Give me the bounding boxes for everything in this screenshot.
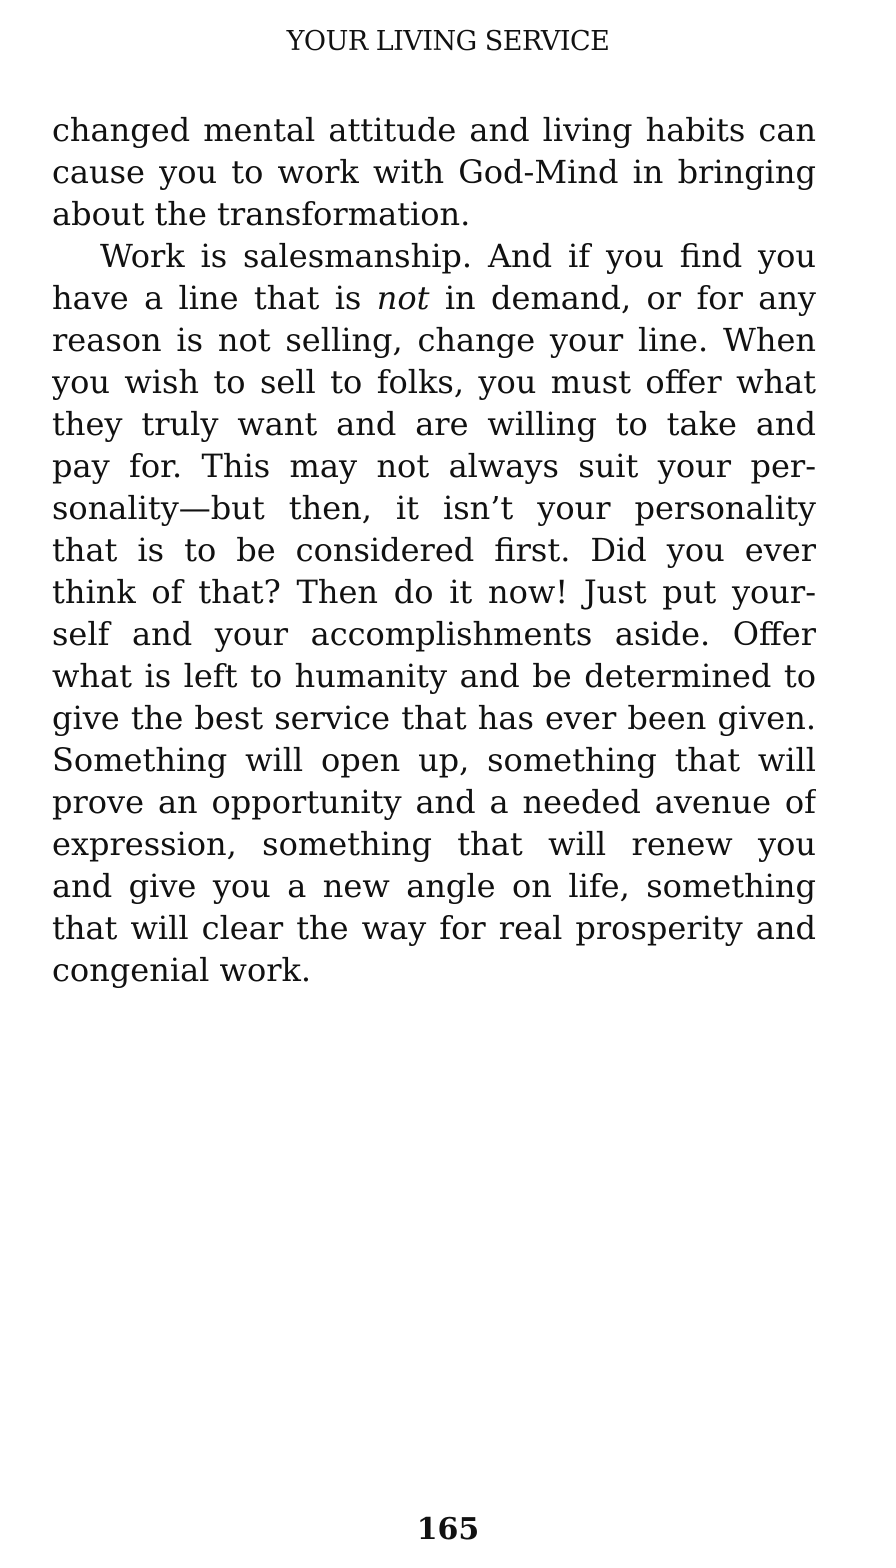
body-text xyxy=(52,109,816,991)
text-line: that will clear the way for real prosperity and xyxy=(52,909,816,947)
text-line: self and your accomplishments aside. Offer xyxy=(52,615,816,653)
text-line: they truly want and are willing to take and xyxy=(52,405,816,443)
text-line: cause you to work with God-Mind in bringing xyxy=(52,153,816,191)
text-line: and give you a new angle on life, something xyxy=(52,867,816,905)
paragraph-1 xyxy=(52,109,816,235)
text-line: Work is salesmanship. And if you find you xyxy=(100,237,816,275)
text-line: pay for. This may not always suit your per- xyxy=(52,447,816,485)
text-line: prove an opportunity and a needed avenue of xyxy=(52,783,816,821)
text-segment: have a line that is xyxy=(52,279,377,317)
text-line: give the best service that has ever been given. xyxy=(52,699,816,737)
text-line: about the transformation. xyxy=(52,195,471,233)
text-line: expression, something that will renew you xyxy=(52,825,816,863)
text-line: Something will open up, something that will xyxy=(52,741,816,779)
text-segment: in demand, or for any xyxy=(429,279,816,317)
text-line: think of that? Then do it now! Just put your- xyxy=(52,573,816,611)
text-line: congenial work. xyxy=(52,951,312,989)
page-number: 165 xyxy=(416,1512,480,1547)
text-line: what is left to humanity and be determined to xyxy=(52,657,816,695)
text-line: changed mental attitude and living habits can xyxy=(52,111,816,149)
text-line: sonality—but then, it isn’t your personality xyxy=(52,489,816,527)
emphasis-word: not xyxy=(376,279,430,317)
text-line: reason is not selling, change your line. When xyxy=(52,321,816,359)
text-line: that is to be considered first. Did you ever xyxy=(52,531,816,569)
paragraph-2 xyxy=(52,235,816,991)
text-line-with-emphasis xyxy=(52,277,816,319)
text-line: you wish to sell to folks, you must offer what xyxy=(52,363,816,401)
running-head: YOUR LIVING SERVICE xyxy=(286,26,610,57)
